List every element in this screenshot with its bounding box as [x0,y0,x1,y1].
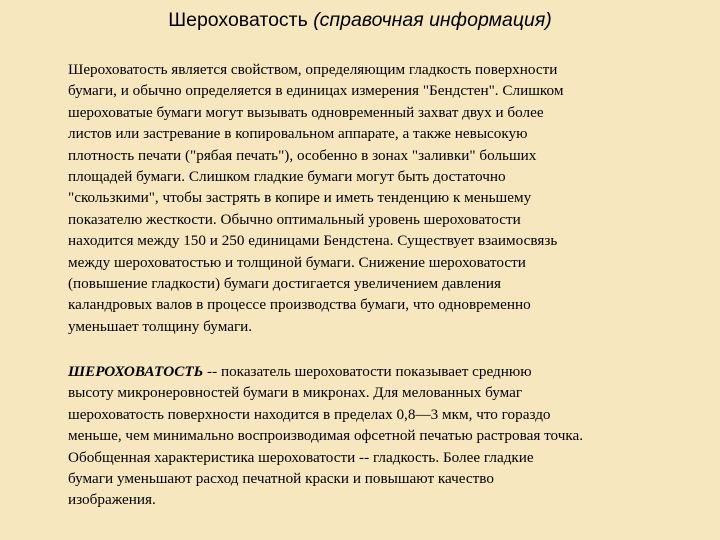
text-line: меньше, чем минимально воспроизводимая офсетной печатью растровая точка. [68,427,584,445]
text-line: шероховатые бумаги могут вызывать одновременный захват двух и более [68,103,544,121]
text-line: бумаги уменьшают расход печатной краски и повышают качество [68,469,494,487]
text-line: бумаги, и обычно определяется в единицах измерения "Бендстен". Слишком [68,82,564,100]
text-line: изображения. [68,491,156,509]
text-line: площадей бумаги. Слишком гладкие бумаги могут быть достаточно [68,167,506,185]
text-line: высоту микронеровностей бумаги в микронах. Для мелованных бумаг [68,384,523,402]
text-line: листов или застревание в копировальном аппарате, а также невысокую [68,125,528,143]
term-heading: ШЕРОХОВАТОСТЬ [68,363,204,380]
title-subtitle: (справочная информация) [313,9,552,31]
text-line: "скользкими", чтобы застрять в копире и иметь тенденцию к меньшему [68,189,532,207]
title-main: Шероховатость [168,9,308,31]
text-line: каландровых валов в процессе производства бумаги, что одновременно [68,296,531,314]
text-line: уменьшает толщину бумаги. [68,317,253,335]
text-line: шероховатость поверхности находится в пределах 0,8—3 мкм, что гораздо [68,405,551,423]
paragraph-roughness-measure [68,361,688,511]
text-line: Шероховатость является свойством, определяющим гладкость поверхности [68,61,558,78]
term-definition-start: -- показатель шероховатости показывает среднюю [203,363,532,380]
text-line: плотность печати ("рябая печать"), особенно в зонах "заливки" больших [68,146,537,164]
text-line: находится между 150 и 250 единицами Бендстена. Существует взаимосвязь [68,232,558,250]
text-line [68,361,688,382]
text-line: между шероховатостью и толщиной бумаги. Снижение шероховатости [68,253,526,271]
page-title [0,9,720,32]
paragraph-roughness-definition [68,59,688,337]
text-line: показателю жесткости. Обычно оптимальный уровень шероховатости [68,210,521,228]
text-line: (повышение гладкости) бумаги достигается увеличением давления [68,274,501,292]
text-line: Обобщенная характеристика шероховатости -- гладкость. Более гладкие [68,448,534,466]
